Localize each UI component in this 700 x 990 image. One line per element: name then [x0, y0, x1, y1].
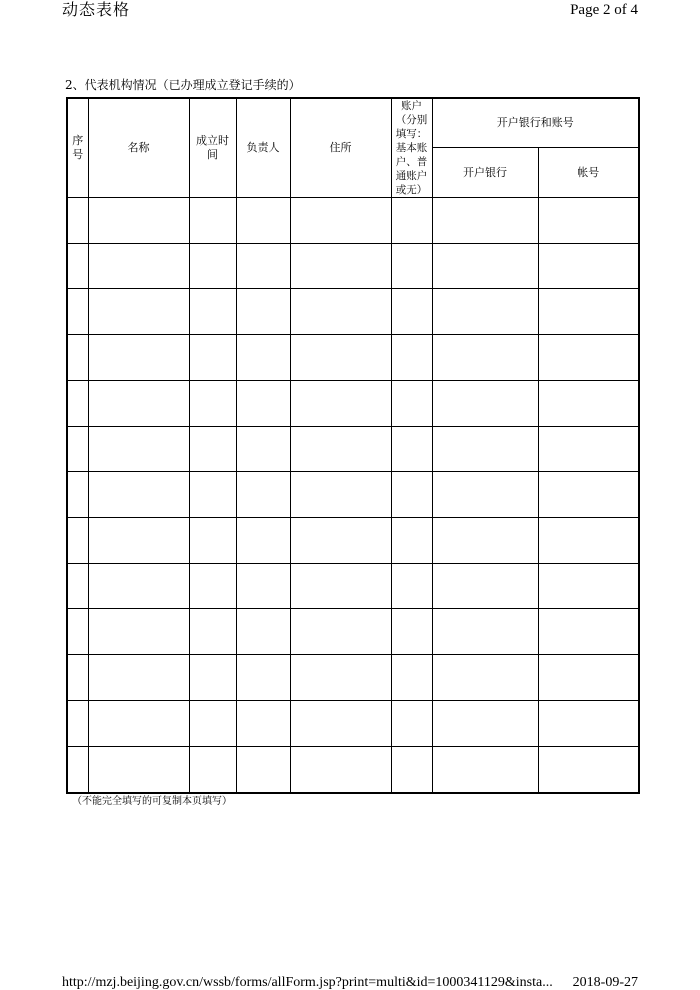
- table-cell[interactable]: [236, 426, 290, 472]
- table-cell[interactable]: [88, 426, 189, 472]
- table-cell[interactable]: [432, 700, 538, 746]
- table-cell[interactable]: [290, 655, 391, 701]
- table-cell[interactable]: [189, 609, 236, 655]
- table-cell[interactable]: [432, 198, 538, 244]
- table-cell[interactable]: [290, 609, 391, 655]
- table-cell[interactable]: [538, 243, 639, 289]
- table-cell[interactable]: [67, 518, 88, 564]
- table-row: [67, 563, 639, 609]
- table-cell[interactable]: [236, 472, 290, 518]
- table-row: [67, 655, 639, 701]
- table-row: [67, 335, 639, 381]
- table-cell[interactable]: [432, 426, 538, 472]
- table-cell[interactable]: [189, 518, 236, 564]
- table-row: [67, 609, 639, 655]
- table-row: [67, 289, 639, 335]
- column-header-name: 名称: [88, 98, 189, 198]
- table-cell[interactable]: [538, 655, 639, 701]
- column-header-bank-group: 开户银行和账号: [432, 98, 639, 148]
- table-cell[interactable]: [290, 198, 391, 244]
- table-cell[interactable]: [391, 289, 432, 335]
- table-cell[interactable]: [189, 655, 236, 701]
- table-cell[interactable]: [432, 243, 538, 289]
- table-cell[interactable]: [391, 518, 432, 564]
- page-indicator: Page 2 of 4: [570, 2, 638, 18]
- table-cell[interactable]: [67, 655, 88, 701]
- table-cell[interactable]: [391, 198, 432, 244]
- table-row: [67, 243, 639, 289]
- table-cell[interactable]: [189, 243, 236, 289]
- table-cell[interactable]: [236, 243, 290, 289]
- section-title: 2、代表机构情况（已办理成立登记手续的）: [65, 78, 301, 92]
- table-cell[interactable]: [538, 746, 639, 792]
- table-cell[interactable]: [432, 518, 538, 564]
- table-cell[interactable]: [236, 609, 290, 655]
- table-cell[interactable]: [67, 700, 88, 746]
- table-row: [67, 518, 639, 564]
- table-cell[interactable]: [391, 426, 432, 472]
- column-header-address: 住所: [290, 98, 391, 198]
- table-row: [67, 426, 639, 472]
- table-cell[interactable]: [236, 563, 290, 609]
- table-cell[interactable]: [189, 426, 236, 472]
- table-cell[interactable]: [189, 335, 236, 381]
- table-cell[interactable]: [236, 746, 290, 792]
- table-cell[interactable]: [67, 243, 88, 289]
- table-cell[interactable]: [67, 289, 88, 335]
- table-cell[interactable]: [432, 609, 538, 655]
- table-cell[interactable]: [236, 289, 290, 335]
- column-header-seq: 序号: [67, 98, 88, 198]
- table-cell[interactable]: [432, 563, 538, 609]
- table-cell[interactable]: [236, 198, 290, 244]
- table-cell[interactable]: [67, 335, 88, 381]
- table-cell[interactable]: [391, 335, 432, 381]
- table-cell[interactable]: [290, 335, 391, 381]
- table-cell[interactable]: [189, 700, 236, 746]
- table-cell[interactable]: [538, 335, 639, 381]
- table-cell[interactable]: [67, 563, 88, 609]
- table-cell[interactable]: [290, 243, 391, 289]
- table-cell[interactable]: [290, 289, 391, 335]
- table-cell[interactable]: [290, 700, 391, 746]
- table-cell[interactable]: [236, 335, 290, 381]
- table-cell[interactable]: [391, 609, 432, 655]
- table-cell[interactable]: [67, 609, 88, 655]
- column-header-person-in-charge: 负责人: [236, 98, 290, 198]
- table-cell[interactable]: [391, 243, 432, 289]
- table-cell[interactable]: [67, 380, 88, 426]
- table-cell[interactable]: [432, 746, 538, 792]
- table-cell[interactable]: [189, 380, 236, 426]
- table-cell[interactable]: [290, 563, 391, 609]
- table-row: [67, 472, 639, 518]
- footnote: （不能完全填写的可复制本页填写）: [72, 796, 232, 807]
- table-cell[interactable]: [391, 746, 432, 792]
- table-cell[interactable]: [538, 472, 639, 518]
- table-cell[interactable]: [391, 563, 432, 609]
- table-cell[interactable]: [88, 609, 189, 655]
- column-header-established: 成立时间: [189, 98, 236, 198]
- table-cell[interactable]: [391, 655, 432, 701]
- table-cell[interactable]: [236, 518, 290, 564]
- table-row: [67, 746, 639, 792]
- table-cell[interactable]: [88, 700, 189, 746]
- table-cell[interactable]: [88, 746, 189, 792]
- column-header-bank: 开户银行: [432, 148, 538, 198]
- table-cell[interactable]: [67, 472, 88, 518]
- table-cell[interactable]: [189, 746, 236, 792]
- table-cell[interactable]: [538, 563, 639, 609]
- column-header-account-type: 账户（分别填写：基本账户、普通账户或无）: [391, 98, 432, 198]
- table-cell[interactable]: [236, 700, 290, 746]
- table-cell[interactable]: [290, 746, 391, 792]
- table-cell[interactable]: [538, 289, 639, 335]
- table-cell[interactable]: [432, 289, 538, 335]
- table-cell[interactable]: [88, 380, 189, 426]
- footer-date: 2018-09-27: [572, 975, 638, 990]
- table-row: [67, 700, 639, 746]
- table-cell[interactable]: [391, 380, 432, 426]
- table-cell[interactable]: [432, 655, 538, 701]
- table-cell[interactable]: [236, 380, 290, 426]
- table-cell[interactable]: [88, 472, 189, 518]
- table-cell[interactable]: [189, 563, 236, 609]
- table-cell[interactable]: [290, 380, 391, 426]
- table-cell[interactable]: [88, 335, 189, 381]
- table-cell[interactable]: [67, 746, 88, 792]
- table-cell[interactable]: [189, 472, 236, 518]
- table-cell[interactable]: [189, 289, 236, 335]
- table-cell[interactable]: [88, 289, 189, 335]
- table-cell[interactable]: [538, 609, 639, 655]
- table-cell[interactable]: [290, 472, 391, 518]
- table-cell[interactable]: [290, 518, 391, 564]
- column-header-account-no: 帐号: [538, 148, 639, 198]
- table-cell[interactable]: [432, 380, 538, 426]
- table-cell[interactable]: [88, 655, 189, 701]
- document-title: 动态表格: [62, 0, 131, 19]
- table-cell[interactable]: [88, 198, 189, 244]
- table-cell[interactable]: [391, 472, 432, 518]
- table-cell[interactable]: [538, 198, 639, 244]
- table-cell[interactable]: [88, 563, 189, 609]
- footer-url: http://mzj.beijing.gov.cn/wssb/forms/allForm.jsp?print=multi&id=1000341129&insta...: [62, 975, 553, 990]
- table-cell[interactable]: [290, 426, 391, 472]
- table-row: [67, 198, 639, 244]
- table-cell[interactable]: [538, 518, 639, 564]
- table-cell[interactable]: [538, 700, 639, 746]
- table-cell[interactable]: [88, 518, 189, 564]
- organization-table: [66, 97, 640, 794]
- table-cell[interactable]: [432, 335, 538, 381]
- table-cell[interactable]: [538, 426, 639, 472]
- table-cell[interactable]: [67, 198, 88, 244]
- table-row: [67, 380, 639, 426]
- table-cell[interactable]: [88, 243, 189, 289]
- table-cell[interactable]: [67, 426, 88, 472]
- table-cell[interactable]: [236, 655, 290, 701]
- table-cell[interactable]: [538, 380, 639, 426]
- table-cell[interactable]: [189, 198, 236, 244]
- table-cell[interactable]: [391, 700, 432, 746]
- table-cell[interactable]: [432, 472, 538, 518]
